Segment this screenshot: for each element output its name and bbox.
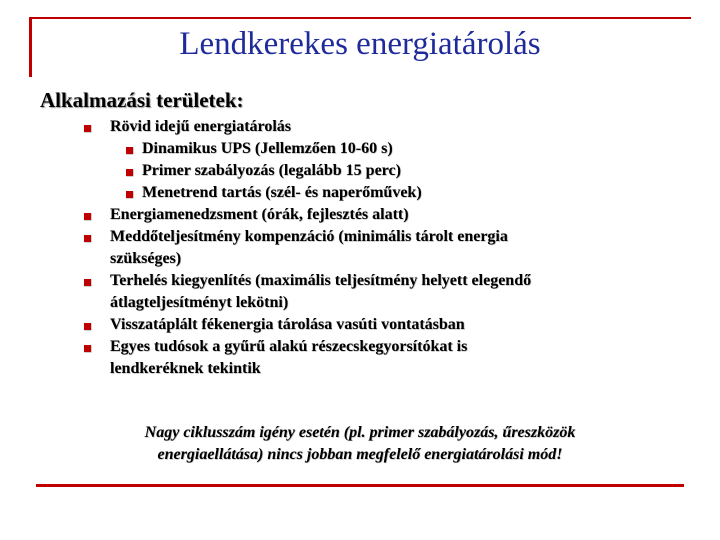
square-bullet-icon <box>84 125 91 132</box>
bullet-item <box>0 314 650 336</box>
footer-rule <box>36 484 684 487</box>
bullet-text-continued: átlagteljesítményt lekötni) <box>110 294 289 311</box>
square-bullet-icon <box>126 147 133 154</box>
bullet-text-continued: szükséges) <box>110 250 182 267</box>
square-bullet-icon <box>84 213 91 220</box>
bullet-text: Energiamenedzsment (órák, fejlesztés alatt) <box>110 206 409 223</box>
bullet-text: Meddőteljesítmény kompenzáció (minimális tárolt energia <box>110 228 508 245</box>
slide-title: Lendkerekes energiatárolás <box>179 26 541 62</box>
square-bullet-icon <box>84 345 91 352</box>
bullet-text: Terhelés kiegyenlítés (maximális teljesítmény helyett elegendő <box>110 272 532 289</box>
bullet-text: Menetrend tartás (szél- és naperőművek) <box>142 184 422 201</box>
bullet-item <box>0 270 650 314</box>
square-bullet-icon <box>84 235 91 242</box>
square-bullet-icon <box>126 191 133 198</box>
closing-note-line: Nagy ciklusszám igény esetén (pl. primer szabályozás, űreszközök <box>144 424 576 441</box>
bullet-item <box>0 336 650 380</box>
bullet-list <box>0 116 720 380</box>
title-top-rule <box>29 17 691 19</box>
bullet-text: Primer szabályozás (legalább 15 perc) <box>142 162 401 179</box>
square-bullet-icon <box>84 279 91 286</box>
bullet-text: Visszatáplált fékenergia tárolása vasúti vontatásban <box>110 316 465 333</box>
sub-bullet-item <box>0 160 650 182</box>
bullet-item <box>0 226 650 270</box>
sub-bullet-item <box>0 182 650 204</box>
bullet-text: Egyes tudósok a gyűrű alakú részecskegyorsítókat is <box>110 338 468 355</box>
slide-subtitle: Alkalmazási területek: <box>40 88 244 112</box>
bullet-text: Rövid idejű energiatárolás <box>110 118 292 135</box>
square-bullet-icon <box>84 323 91 330</box>
bullet-item <box>0 204 650 226</box>
bullet-text-continued: lendkeréknek tekintik <box>110 360 261 377</box>
square-bullet-icon <box>126 169 133 176</box>
closing-note-line: energiaellátása) nincs jobban megfelelő energiatárolási mód! <box>157 446 563 463</box>
closing-note <box>0 422 720 466</box>
sub-bullet-item <box>0 138 650 160</box>
bullet-item <box>0 116 650 138</box>
bullet-text: Dinamikus UPS (Jellemzően 10-60 s) <box>142 140 393 157</box>
